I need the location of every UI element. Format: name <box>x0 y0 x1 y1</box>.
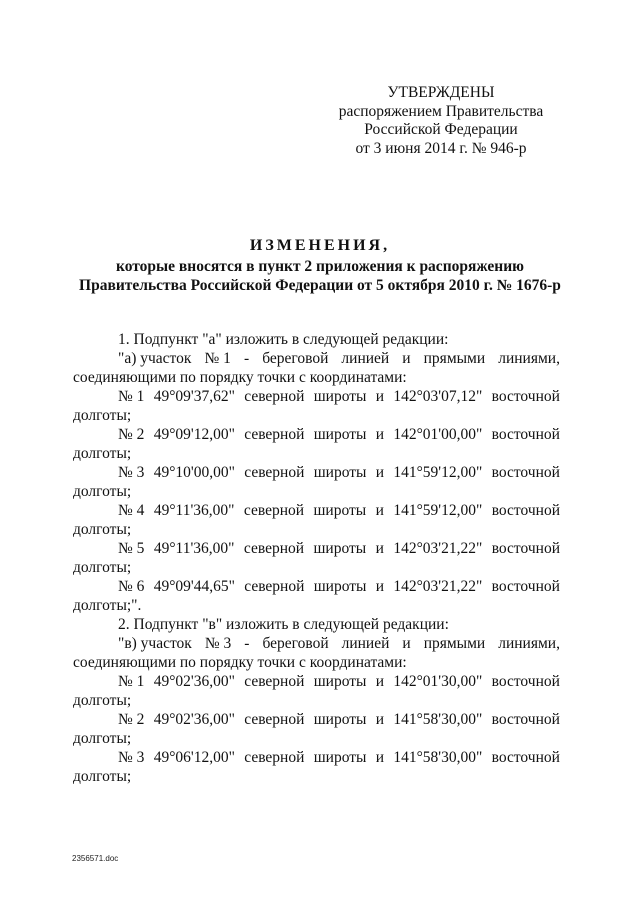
coordinate-row <box>73 387 560 406</box>
coordinate-num: № 1 <box>118 673 145 690</box>
coordinate-north: северной <box>243 540 305 557</box>
document-title-block <box>60 235 580 295</box>
intro-word: "в) участок <box>118 635 192 652</box>
approval-date: от 3 июня 2014 г. № 946-р <box>355 139 527 157</box>
coordinate-row <box>73 577 560 596</box>
intro-word: линией <box>341 350 390 367</box>
intro-word: береговой <box>262 635 329 652</box>
coordinate-width: широты <box>313 749 367 766</box>
coordinate-north: северной <box>244 464 305 481</box>
coordinate-north: северной <box>244 426 305 443</box>
coordinate-continuation: долготы; <box>73 692 132 709</box>
coordinate-num: № 2 <box>118 711 145 728</box>
coordinate-continuation: долготы; <box>73 407 132 424</box>
coordinate-width: широты <box>313 388 367 405</box>
coordinate-and: и <box>375 673 385 690</box>
section-intro-continuation: соединяющими по порядку точки с координатами: <box>73 654 407 671</box>
file-name-footer: 2356571.doc <box>72 854 119 863</box>
coordinate-east: восточной <box>491 540 560 557</box>
section-heading: 1. Подпункт "а" изложить в следующей редакции: <box>118 331 449 348</box>
coordinate-continuation: долготы; <box>73 730 132 747</box>
section-intro-continuation: соединяющими по порядку точки с координатами: <box>73 369 407 386</box>
coordinate-lon: 141°58'30,00" <box>393 711 483 728</box>
coordinate-east: восточной <box>491 502 560 519</box>
intro-word: береговой <box>262 350 329 367</box>
coordinate-and: и <box>375 540 384 557</box>
coordinate-lon: 142°01'00,00" <box>393 426 483 443</box>
coordinate-north: северной <box>244 673 305 690</box>
coordinate-lat: 49°06'12,00" <box>153 749 235 766</box>
coordinate-east: восточной <box>491 464 560 481</box>
intro-word: прямыми <box>423 635 486 652</box>
coordinate-num: № 6 <box>118 578 145 595</box>
coordinate-continuation: долготы; <box>73 445 132 462</box>
coordinate-and: и <box>375 464 385 481</box>
coordinate-east: восточной <box>491 388 560 405</box>
coordinate-and: и <box>375 711 385 728</box>
coordinate-lat: 49°11'36,00" <box>153 502 235 519</box>
coordinate-lat: 49°10'00,00" <box>153 464 235 481</box>
coordinate-north: северной <box>244 749 305 766</box>
coordinate-east: восточной <box>491 711 560 728</box>
coordinate-num: № 5 <box>118 540 145 557</box>
intro-word: линиями, <box>498 635 560 652</box>
coordinate-num: № 3 <box>118 464 145 481</box>
coordinate-continuation: долготы;". <box>73 597 142 614</box>
coordinate-lon: 142°03'07,12" <box>393 388 483 405</box>
coordinate-row <box>73 710 560 729</box>
coordinate-and: и <box>375 502 384 519</box>
coordinate-and: и <box>375 426 385 443</box>
coordinate-continuation: долготы; <box>73 483 132 500</box>
intro-word: № 1 <box>204 350 231 367</box>
intro-word: № 3 <box>204 635 232 652</box>
document-subtitle: Правительства Российской Федерации от 5 октября 2010 г. № 1676-р <box>79 277 561 294</box>
coordinate-north: северной <box>243 502 305 519</box>
coordinate-north: северной <box>244 388 305 405</box>
coordinate-lat: 49°02'36,00" <box>153 673 235 690</box>
intro-word: и <box>402 635 411 652</box>
coordinate-width: широты <box>313 464 367 481</box>
intro-word: "а) участок <box>118 350 192 367</box>
coordinate-north: северной <box>244 578 305 595</box>
coordinate-row <box>73 672 560 691</box>
coordinate-row <box>73 539 560 558</box>
approval-title: УТВЕРЖДЕНЫ <box>387 84 495 101</box>
coordinate-lon: 142°01'30,00" <box>393 673 483 690</box>
section-intro-line <box>73 634 560 653</box>
intro-word: линией <box>341 635 390 652</box>
coordinate-and: и <box>375 749 385 766</box>
coordinate-lat: 49°11'36,00" <box>153 540 235 557</box>
coordinate-continuation: долготы; <box>73 559 132 576</box>
coordinate-north: северной <box>244 711 305 728</box>
coordinate-east: восточной <box>491 578 560 595</box>
coordinate-and: и <box>375 388 385 405</box>
coordinate-num: № 1 <box>118 388 145 405</box>
coordinate-width: широты <box>313 540 367 557</box>
intro-word: - <box>244 635 250 652</box>
coordinate-lon: 141°59'12,00" <box>393 464 483 481</box>
document-title: ИЗМЕНЕНИЯ, <box>249 237 391 254</box>
coordinate-lat: 49°02'36,00" <box>153 711 235 728</box>
document-body <box>73 330 560 786</box>
coordinate-lat: 49°09'12,00" <box>153 426 235 443</box>
coordinate-num: № 4 <box>118 502 145 519</box>
approval-block <box>326 84 556 158</box>
coordinate-row <box>73 748 560 767</box>
document-subtitle: которые вносятся в пункт 2 приложения к распоряжению <box>115 258 524 275</box>
coordinate-continuation: долготы; <box>73 521 132 538</box>
approval-line: Российской Федерации <box>364 121 518 138</box>
coordinate-width: широты <box>313 578 367 595</box>
coordinate-lon: 141°59'12,00" <box>393 502 483 519</box>
coordinate-num: № 3 <box>118 749 145 766</box>
coordinate-num: № 2 <box>118 426 145 443</box>
approval-line: распоряжением Правительства <box>338 102 544 120</box>
coordinate-and: и <box>375 578 385 595</box>
coordinate-lat: 49°09'37,62" <box>153 388 235 405</box>
coordinate-width: широты <box>313 502 367 519</box>
coordinate-east: восточной <box>491 426 560 443</box>
coordinate-lat: 49°09'44,65" <box>153 578 235 595</box>
coordinate-width: широты <box>313 673 367 690</box>
intro-word: линиями, <box>498 350 560 367</box>
intro-word: и <box>402 350 411 367</box>
section-intro-line <box>73 349 560 368</box>
coordinate-continuation: долготы; <box>73 768 132 785</box>
intro-word: - <box>243 350 250 367</box>
coordinate-lon: 142°03'21,22" <box>393 540 483 557</box>
coordinate-lon: 142°03'21,22" <box>393 578 483 595</box>
coordinate-row <box>73 501 560 520</box>
intro-word: прямыми <box>423 350 486 367</box>
coordinate-east: восточной <box>491 673 560 690</box>
coordinate-row <box>73 425 560 444</box>
section-heading: 2. Подпункт "в" изложить в следующей редакции: <box>118 616 449 633</box>
coordinate-width: широты <box>313 426 367 443</box>
coordinate-lon: 141°58'30,00" <box>393 749 483 766</box>
coordinate-width: широты <box>313 711 367 728</box>
coordinate-east: восточной <box>491 749 560 766</box>
coordinate-row <box>73 463 560 482</box>
